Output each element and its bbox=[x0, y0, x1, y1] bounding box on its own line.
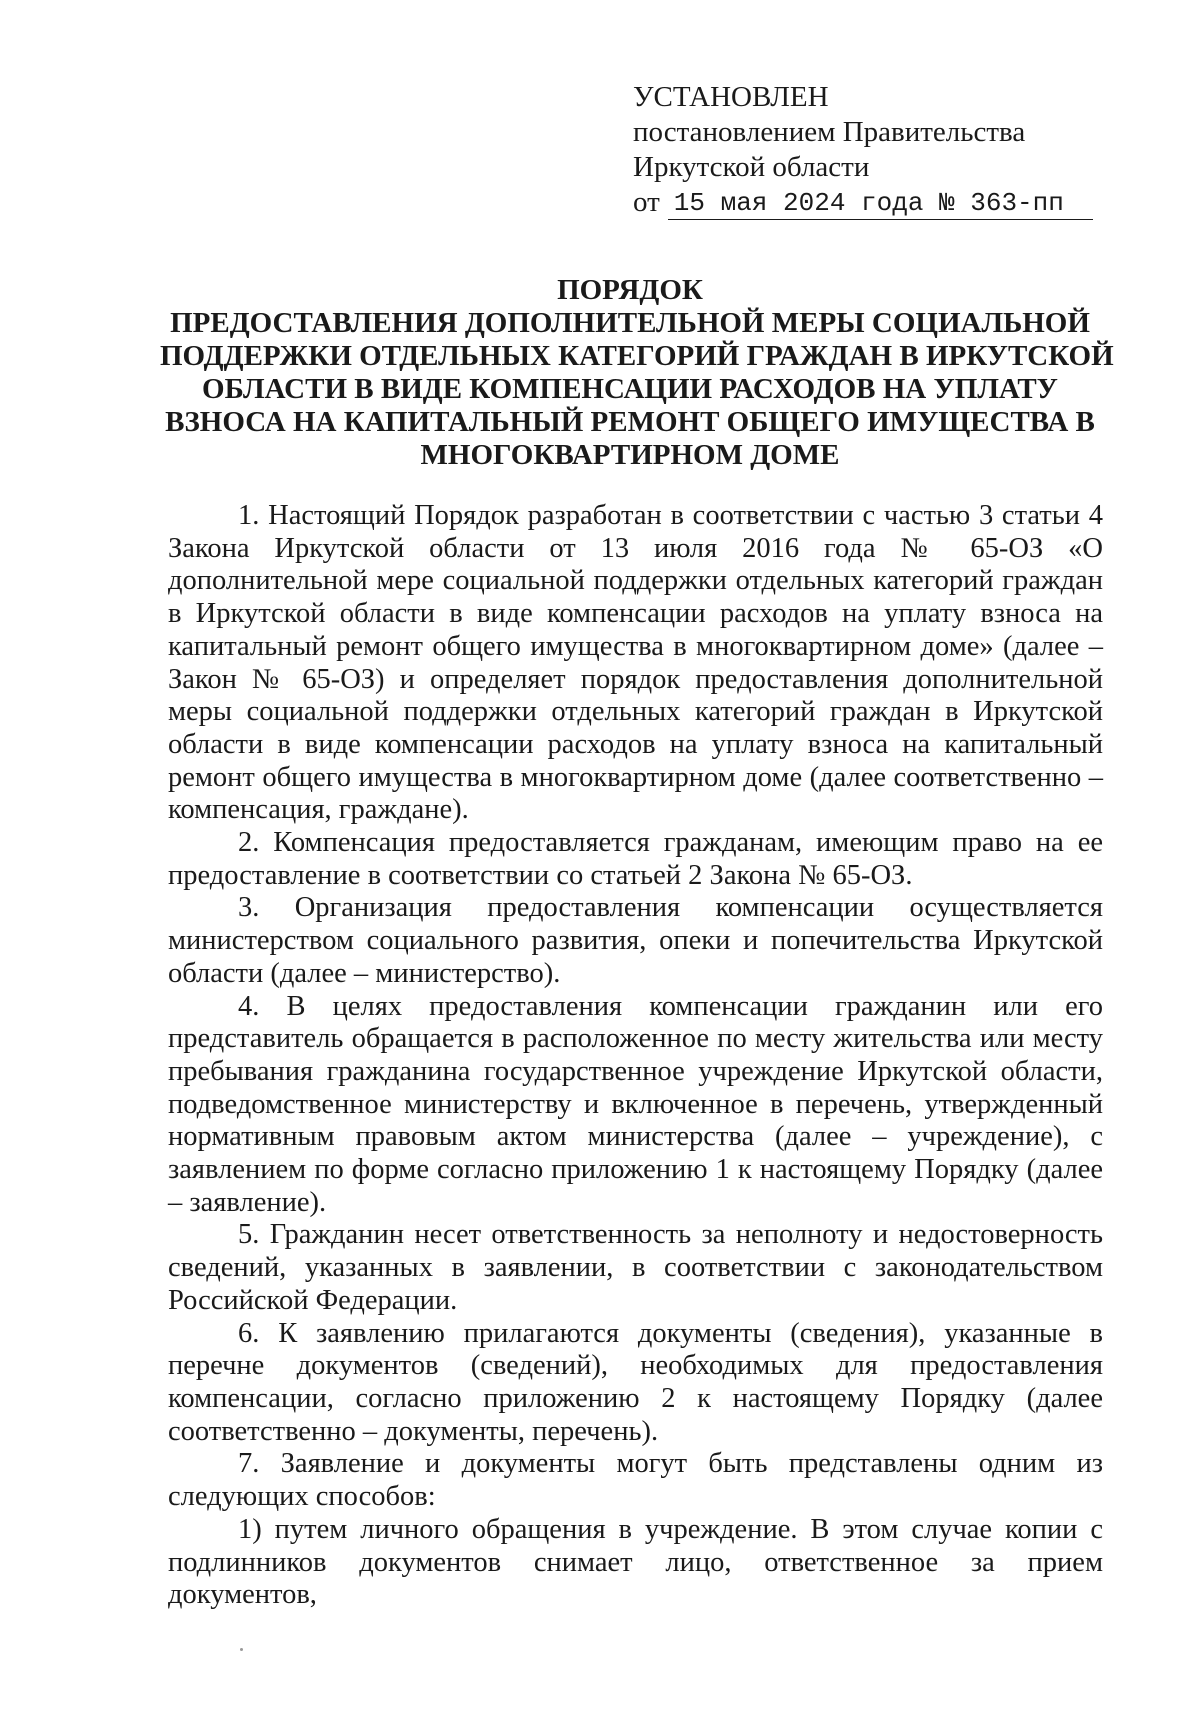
approval-date-prefix: от bbox=[633, 186, 660, 218]
approval-issuer-line: постановлением Правительства bbox=[633, 116, 1026, 148]
paragraph-3: 3. Организация предоставления компенсации осуществляется министерством социального развития, опеки и попечительства Иркутской области (далее – министерство). bbox=[168, 892, 1103, 989]
title-line-5: ВЗНОСА НА КАПИТАЛЬНЫЙ РЕМОНТ ОБЩЕГО ИМУЩЕСТВА В bbox=[165, 406, 1095, 438]
title-line-2: ПРЕДОСТАВЛЕНИЯ ДОПОЛНИТЕЛЬНОЙ МЕРЫ СОЦИАЛЬНОЙ bbox=[170, 307, 1090, 339]
approval-region-line: Иркутской области bbox=[633, 151, 870, 183]
paragraph-7: 7. Заявление и документы могут быть представлены одним из следующих способов: bbox=[168, 1448, 1103, 1513]
scan-artifact bbox=[240, 1648, 243, 1651]
document-title bbox=[160, 274, 1114, 472]
document-body bbox=[168, 500, 1103, 1612]
title-line-4: ОБЛАСТИ В ВИДЕ КОМПЕНСАЦИИ РАСХОДОВ НА УПЛАТУ bbox=[202, 373, 1058, 405]
paragraph-4: 4. В целях предоставления компенсации гражданин или его представитель обращается в расположенное по месту жительства или месту пребывания гражданина государственное учреждение Иркутской области, подведомственное министерству и включенное в перечень, утвержденный нормативным правовым актом министерства (далее – учреждение), с заявлением по форме согласно приложению 1 к настоящему Порядку (далее – заявление). bbox=[168, 990, 1103, 1218]
paragraph-6: 6. К заявлению прилагаются документы (сведения), указанные в перечне документов (сведений), необходимых для предоставления компенсации, согласно приложению 2 к настоящему Порядку (далее соответственно – документы, перечень). bbox=[168, 1317, 1103, 1447]
approval-date-line bbox=[633, 185, 1093, 220]
paragraph-2: 2. Компенсация предоставляется гражданам, имеющим право на ее предоставление в соответствии со статьей 2 Закона № 65-ОЗ. bbox=[168, 827, 1103, 891]
approval-date-value: 15 мая 2024 года № 363-пп bbox=[668, 187, 1093, 220]
title-line-1: ПОРЯДОК bbox=[557, 274, 703, 306]
approval-heading: УСТАНОВЛЕН bbox=[633, 81, 829, 113]
paragraph-1: 1. Настоящий Порядок разработан в соответствии с частью 3 статьи 4 Закона Иркутской области от 13 июля 2016 года № 65-ОЗ «О дополнительной мере социальной поддержки отдельных категорий граждан в Иркутской области в виде компенсации расходов на уплату взноса на капитальный ремонт общего имущества в многоквартирном доме» (далее – Закон № 65-ОЗ) и определяет порядок предоставления дополнительной меры социальной поддержки отдельных категорий граждан в Иркутской области в виде компенсации расходов на уплату взноса на капитальный ремонт общего имущества в многоквартирном доме (далее соответственно – компенсация, граждане). bbox=[168, 500, 1103, 826]
title-line-6: МНОГОКВАРТИРНОМ ДОМЕ bbox=[420, 439, 840, 471]
title-line-3: ПОДДЕРЖКИ ОТДЕЛЬНЫХ КАТЕГОРИЙ ГРАЖДАН В ИРКУТСКОЙ bbox=[160, 340, 1114, 372]
approval-stamp bbox=[633, 80, 1093, 220]
paragraph-5: 5. Гражданин несет ответственность за неполноту и недостоверность сведений, указанных в заявлении, в соответствии с законодательством Российской Федерации. bbox=[168, 1219, 1103, 1316]
paragraph-7-item-1: 1) путем личного обращения в учреждение. В этом случае копии с подлинников документов снимает лицо, ответственное за прием документов, bbox=[168, 1513, 1103, 1611]
